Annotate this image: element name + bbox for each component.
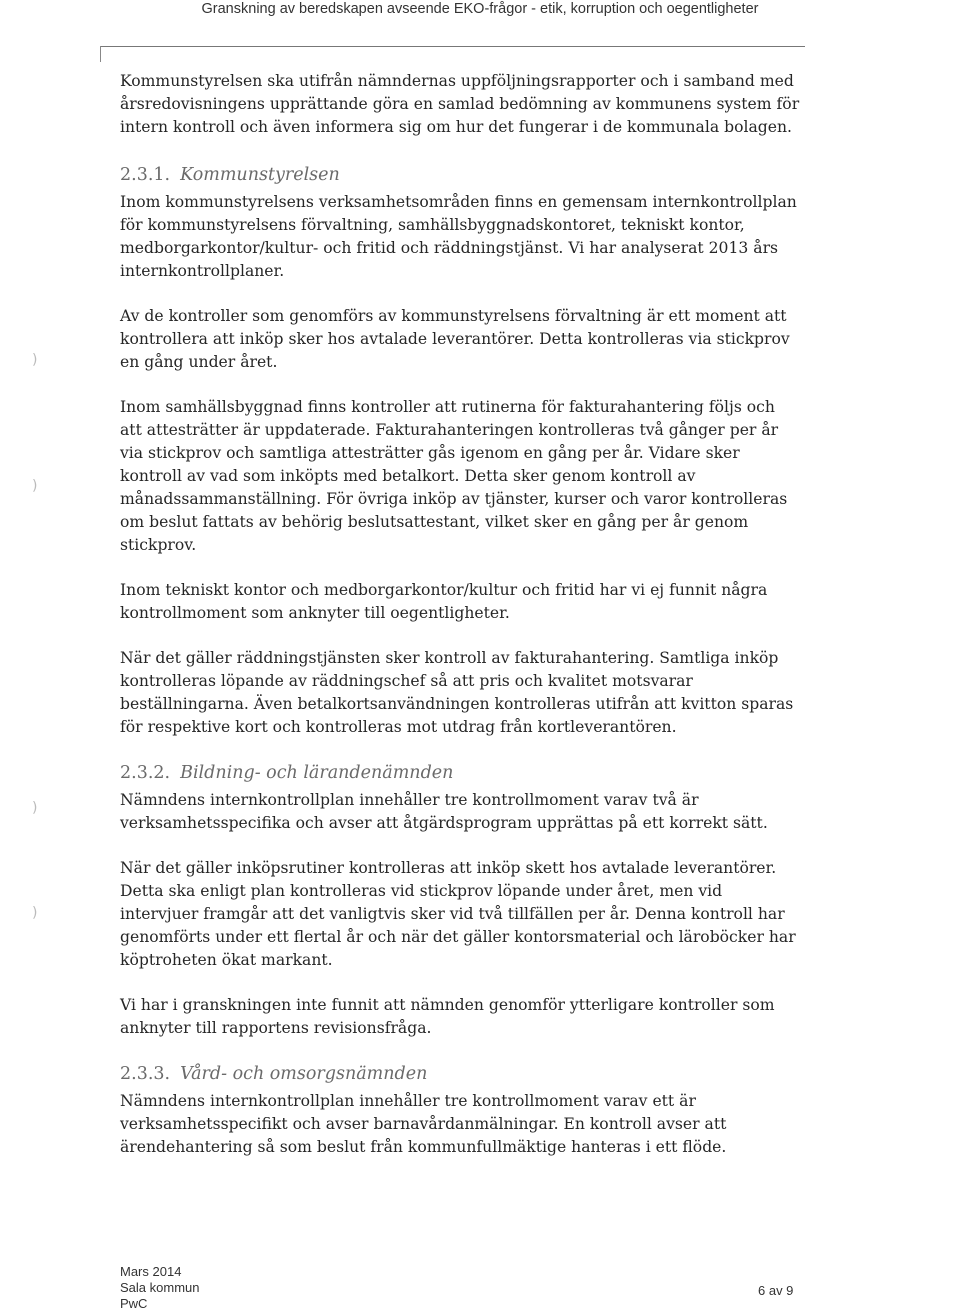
paragraph: Nämndens internkontrollplan innehåller tre kontrollmoment varav ett är verksamhetsspecifikt och avser barnavårdanmälningar. En kontroll avser att ärendehantering så som beslut från kommunfullmäktige hanteras i ett flöde. [120, 1092, 727, 1156]
footer-info [120, 1264, 199, 1312]
footer-date: Mars 2014 [120, 1264, 182, 1279]
section-2-3-2 [120, 761, 800, 1040]
paragraph: Vi har i granskningen inte funnit att nämnden genomför ytterligare kontroller som anknyter till rapportens revisionsfråga. [120, 996, 775, 1037]
section-title: Vård- och omsorgsnämnden [180, 1064, 428, 1084]
header-rule-tick [100, 46, 101, 62]
section-heading [120, 761, 800, 785]
paragraph: Inom samhällsbyggnad finns kontroller att rutinerna för fakturahantering följs och att attesträtter är uppdaterade. Fakturahanteringen kontrolleras två gånger per år via stickprov och samtliga attesträtter gås igenom en gång per år. Vidare sker kontroll av vad som inköpts med betalkort. Detta sker genom kontroll av månadssammanställning. För övriga inköp av tjänster, kurser och varor kontrolleras om beslut fattats av behörig beslutsattestant, vilket sker en gång per år genom stickprov. [120, 398, 788, 554]
page-number: 6 av 9 [758, 1283, 794, 1298]
footer-firm: PwC [120, 1296, 148, 1311]
section-heading [120, 163, 800, 187]
paragraph: Inom kommunstyrelsens verksamhetsområden finns en gemensam internkontrollplan för kommunstyrelsens förvaltning, samhällsbyggnadskontoret, tekniskt kontor, medborgarkontor/kultur- och fritid och räddningstjänst. Vi har analyserat 2013 års internkontrollplaner. [120, 193, 797, 280]
section-number: 2.3.2. [120, 763, 171, 783]
margin-mark: ) [32, 352, 38, 368]
running-header: Granskning av beredskapen avseende EKO-frågor - etik, korruption och oegentligheter [201, 1, 759, 17]
footer-client: Sala kommun [120, 1280, 200, 1295]
margin-mark: ) [32, 905, 38, 921]
section-2-3-3 [120, 1062, 800, 1159]
intro-paragraph: Kommunstyrelsen ska utifrån nämndernas uppföljningsrapporter och i samband med årsredovisningens upprättande göra en samlad bedömning av kommunens system för intern kontroll och även informera sig om hur det fungerar i de kommunala bolagen. [120, 72, 800, 136]
paragraph: När det gäller inköpsrutiner kontrolleras att inköp skett hos avtalade leverantörer. Detta ska enligt plan kontrolleras vid stickprov löpande under året, men vid intervjuer framgår att det vanligtvis sker vid två tillfällen per år. Denna kontroll har genomförts under ett flertal år och när det gäller kontorsmaterial och läroböcker har köptroheten ökat markant. [120, 859, 796, 969]
section-title: Kommunstyrelsen [180, 165, 340, 185]
section-title: Bildning- och lärandenämnden [180, 763, 454, 783]
header-rule [100, 46, 805, 47]
document-body [120, 70, 800, 1181]
section-heading [120, 1062, 800, 1086]
margin-mark: ) [32, 478, 38, 494]
section-number: 2.3.1. [120, 165, 171, 185]
paragraph: När det gäller räddningstjänsten sker kontroll av fakturahantering. Samtliga inköp kontrolleras löpande av räddningschef så att pris och kvalitet motsvarar beställningarna. Även betalkortsanvändningen kontrolleras utifrån att kvitton sparas för respektive kort och kontrolleras mot utdrag från kortleverantören. [120, 649, 794, 736]
section-number: 2.3.3. [120, 1064, 171, 1084]
section-2-3-1 [120, 163, 800, 739]
paragraph: Inom tekniskt kontor och medborgarkontor/kultur och fritid har vi ej funnit några kontrollmoment som anknyter till oegentligheter. [120, 581, 768, 622]
paragraph: Nämndens internkontrollplan innehåller tre kontrollmoment varav två är verksamhetsspecifika och avser att åtgärdsprogram upprättas på ett korrekt sätt. [120, 791, 768, 832]
paragraph: Av de kontroller som genomförs av kommunstyrelsens förvaltning är ett moment att kontrollera att inköp sker hos avtalade leverantörer. Detta kontrolleras via stickprov en gång under året. [120, 307, 790, 371]
margin-mark: ) [32, 800, 38, 816]
